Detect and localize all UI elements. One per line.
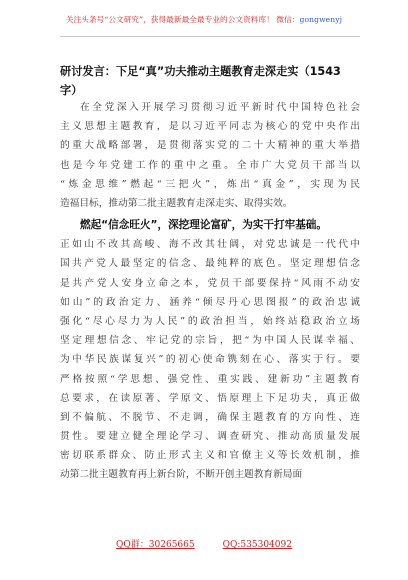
paragraph-line: 国共产党人最坚定的信念、最纯粹的底色。坚定理想信念: [60, 258, 360, 270]
banner-text: 关注头条号“公文研究”，获得最新最全最专业的公文资料库！ 微信：: [65, 15, 300, 24]
paragraph-line: 为中华民族谋复兴”的初心使命镌刻在心、落实于行。要: [60, 354, 360, 366]
paragraph-line: 总要求，在读原著、学原文、悟原理上下足功夫，真正做: [60, 392, 360, 404]
paragraph-line: 主义思想主题教育，是以习近平同志为核心的党中央作出: [60, 121, 360, 133]
paragraph-line: 贯性。要建立健全理论学习、调查研究、推动高质量发展: [60, 431, 360, 443]
title-line: 字）: [60, 84, 83, 97]
intro-paragraph: [60, 98, 360, 213]
paragraph-line: 动第二批主题教育再上新台阶，不断开创主题教育新局面: [60, 469, 303, 481]
paragraph-line: 如山”的政治定力、涵养“倾尽丹心思图报”的政治忠诚: [60, 296, 360, 308]
paragraph-line: 造福目标，推动第二批主题教育走深走实、取得实效。: [60, 197, 293, 209]
paragraph-line: 在全党深入开展学习贯彻习近平新时代中国特色社会: [80, 102, 360, 113]
promo-banner: [0, 14, 408, 25]
qq-contact-number: QQ:535304092: [222, 540, 292, 550]
title-line: 研讨发言：下足“真”功夫推动主题教育走深走实（1543: [60, 65, 341, 78]
document-title: [60, 62, 356, 100]
paragraph-line: 的重大战略部署，是贯彻落实党的二十大精神的重大举措: [60, 140, 360, 152]
section-heading: 燃起“信念旺火”，深挖理论富矿，为实干打牢基础。: [80, 219, 327, 231]
paragraph-line: 坚定理想信念、牢记党的宗旨，把“为中国人民谋幸福、: [60, 335, 360, 347]
paragraph-line: 严格按照“学思想、强党性、重实践、建新功”主题教育: [60, 373, 360, 385]
paragraph-line: 是共产党人安身立命之本，党员干部要保持“风雨不动安: [60, 277, 360, 289]
paragraph-line: 密切联系群众、防止形式主义和官僚主义等长效机制，推: [60, 450, 360, 462]
paragraph-line: 正如山不改其高峻、海不改其壮阔，对党忠诚是一代代中: [60, 239, 360, 251]
header-divider: [60, 36, 360, 37]
contact-footer: [0, 537, 408, 550]
qq-group-number: QQ群：30265665: [116, 540, 195, 550]
banner-wechat-id: gongwenyj: [299, 15, 343, 24]
paragraph-line: 也是今年党建工作的重中之重。全市广大党员干部当以: [60, 159, 360, 171]
paragraph-line: 到不偏航、不脱节、不走调，确保主题教育的方向性、连: [60, 411, 360, 423]
paragraph-line: “炼金思维”燃起“三把火”，炼出“真金”，实现为民: [60, 178, 360, 190]
section-paragraph: [60, 216, 360, 485]
paragraph-line: 强化“尽心尽力为人民”的政治担当，始终站稳政治立场: [60, 315, 360, 327]
